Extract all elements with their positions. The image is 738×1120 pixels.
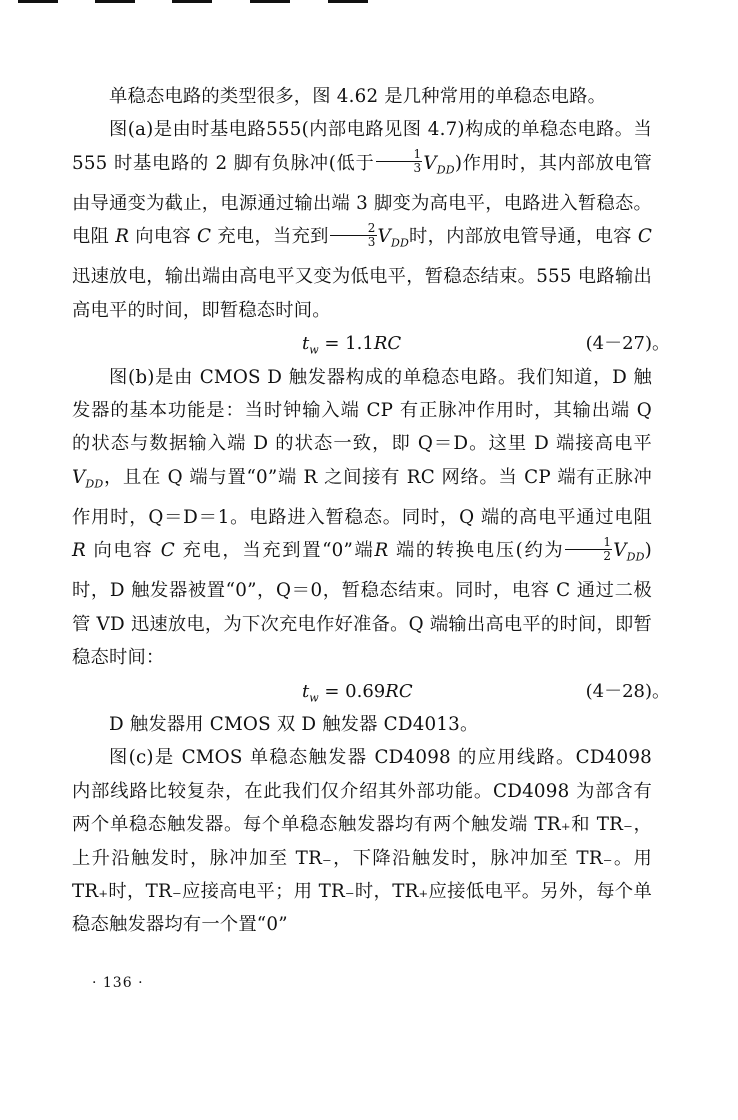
top-rule-1 xyxy=(18,0,58,3)
paragraph-cmos-d: 图(b)是由 CMOS D 触发器构成的单稳态电路。我们知道，D 触发器的基本功能是：当时钟输入端 CP 有正脉冲作用时，其输出端 Q 的状态与数据输入端 D 的状态一致，即 Q＝D。这里 D 端接高电平 $V_{DD}$，且在 Q 端与置“0”端 R 之间接有 RC 网络。当 CP 端有正脉冲作用时，Q＝D＝1。电路进入暂稳态。同时，Q 端的高电平通过电阻 R 向电容 C 充电，当充到置“0”端R 端的转换电压(约为 $\frac{1}{2}$ $V_{DD}$)时，D 触发器被置“0”，Q＝0，暂稳态结束。同时，电容 C 通过二极管 VD 迅速放电，为下次充电作好准备。Q 端输出高电平的时间，即暂稳态时间： xyxy=(72,366,652,669)
fraction-two-thirds: $\frac{2}{3}$ xyxy=(330,222,377,249)
paragraph-cd4098: 图(c)是 CMOS 单稳态触发器 CD4098 的应用线路。CD4098 内部线路比较复杂，在此我们仅介绍其外部功能。CD4098 为部含有两个单稳态触发器。每个单稳态触发器均有两个触发端 TR₊和 TR₋，上升沿触发时，脉冲加至 TR₋，下降沿触发时，脉冲加至 TR₋。用 TR₊时，TR₋应接高电平；用 TR₋时，TR₊应接低电平。另外，每个单稳态触发器均有一个置“0” xyxy=(72,747,652,936)
top-rule-3 xyxy=(172,0,212,3)
equation-number: (4－28)。 xyxy=(585,680,670,702)
fraction-one-third: $\frac{1}{3}$ xyxy=(376,148,423,175)
paragraph-intro: 单稳态电路的类型很多，图 4.62 是几种常用的单稳态电路。 xyxy=(109,86,607,107)
page-body xyxy=(72,80,670,942)
equation-4-28: $t_w = 0.69RC$ (4－28)。 xyxy=(72,675,652,708)
paragraph-555: 图(a)是由时基电路555(内部电路见图 4.7)构成的单稳态电路。当 555 时基电路的 2 脚有负脉冲(低于 $\frac{1}{3}$ $V_{DD}$)作用时，其内部放电管由导通变为截止，电源通过输出端 3 脚变为高电平，电路进入暂稳态。电阻 R 向电容 C 充电，当充到 $\frac{2}{3}$ $V_{DD}$时，内部放电管导通，电容 C 迅速放电，输出端由高电平又变为低电平，暂稳态结束。555 电路输出高电平的时间，即暂稳态时间。 xyxy=(72,119,653,321)
fraction-one-half: $\frac{1}{2}$ xyxy=(565,536,612,563)
equation-4-27: $t_w = 1.1RC$ (4－27)。 xyxy=(72,327,652,360)
equation-number: (4－27)。 xyxy=(585,333,670,355)
top-rule-5 xyxy=(328,0,368,3)
page-number: · 136 · xyxy=(92,975,144,991)
top-rule-2 xyxy=(95,0,135,3)
paragraph-cd4013: D 触发器用 CMOS 双 D 触发器 CD4013。 xyxy=(109,713,479,735)
top-rule-4 xyxy=(250,0,290,3)
